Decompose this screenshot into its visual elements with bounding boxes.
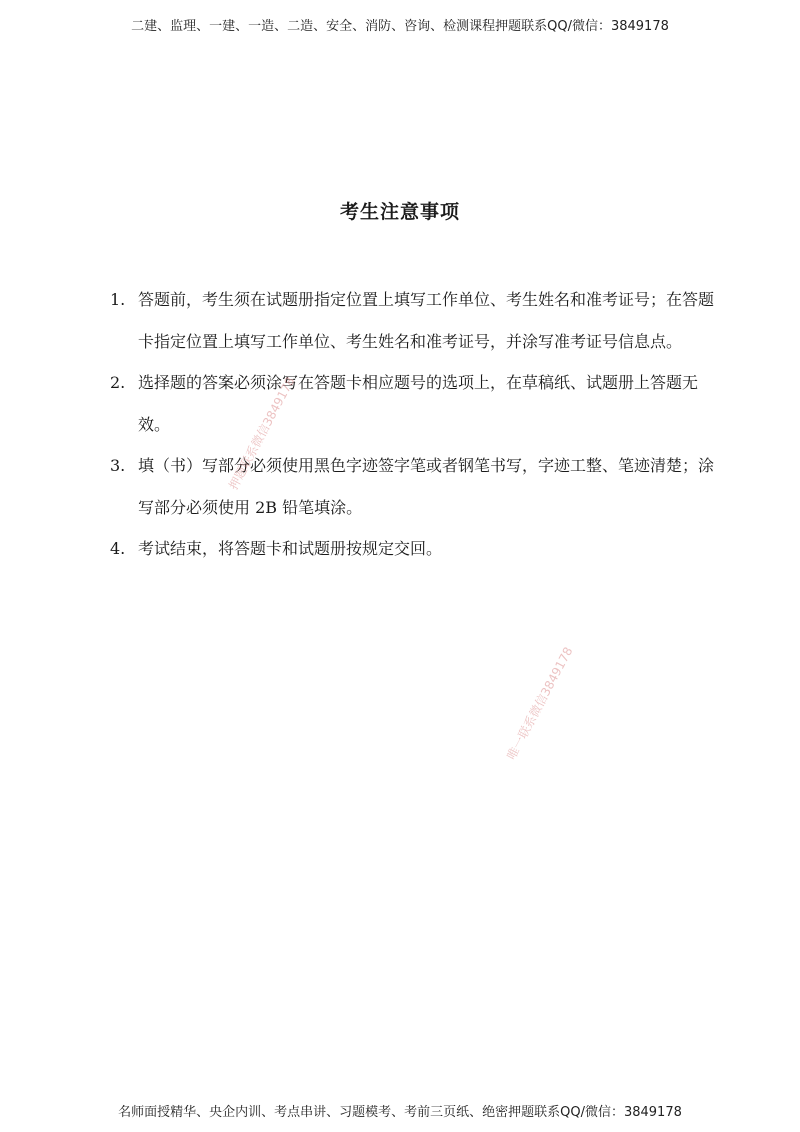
footer-banner: 名师面授精华、央企内训、考点串讲、习题模考、考前三页纸、绝密押题联系QQ/微信：3849178 — [118, 1105, 682, 1120]
note-number: 4. — [110, 539, 126, 558]
note-number: 1. — [110, 290, 126, 309]
note-item — [110, 279, 720, 362]
note-text: 选择题的答案必须涂写在答题卡相应题号的选项上，在草稿纸、试题册上答题无效。 — [138, 373, 699, 434]
note-text: 考试结束，将答题卡和试题册按规定交回。 — [138, 539, 443, 558]
notes-list — [110, 279, 720, 570]
note-text: 填（书）写部分必须使用黑色字迹签字笔或者钢笔书写，字迹工整、笔迹清楚；涂写部分必须使用 2B 铅笔填涂。 — [138, 456, 715, 517]
note-number: 2. — [110, 373, 126, 392]
note-number: 3. — [110, 456, 126, 475]
page-title: 考生注意事项 — [339, 201, 460, 223]
watermark-stamp: 唯一联系微信3849178 — [504, 644, 576, 763]
note-item — [110, 445, 720, 528]
header-banner: 二建、监理、一建、一造、二造、安全、消防、咨询、检测课程押题联系QQ/微信：3849178 — [131, 19, 669, 34]
watermark-stamp: 押题联系微信3849178 — [226, 374, 298, 493]
note-text: 答题前，考生须在试题册指定位置上填写工作单位、考生姓名和准考证号；在答题卡指定位置上填写工作单位、考生姓名和准考证号，并涂写准考证号信息点。 — [138, 290, 715, 351]
note-item — [110, 528, 720, 570]
note-item — [110, 362, 720, 445]
